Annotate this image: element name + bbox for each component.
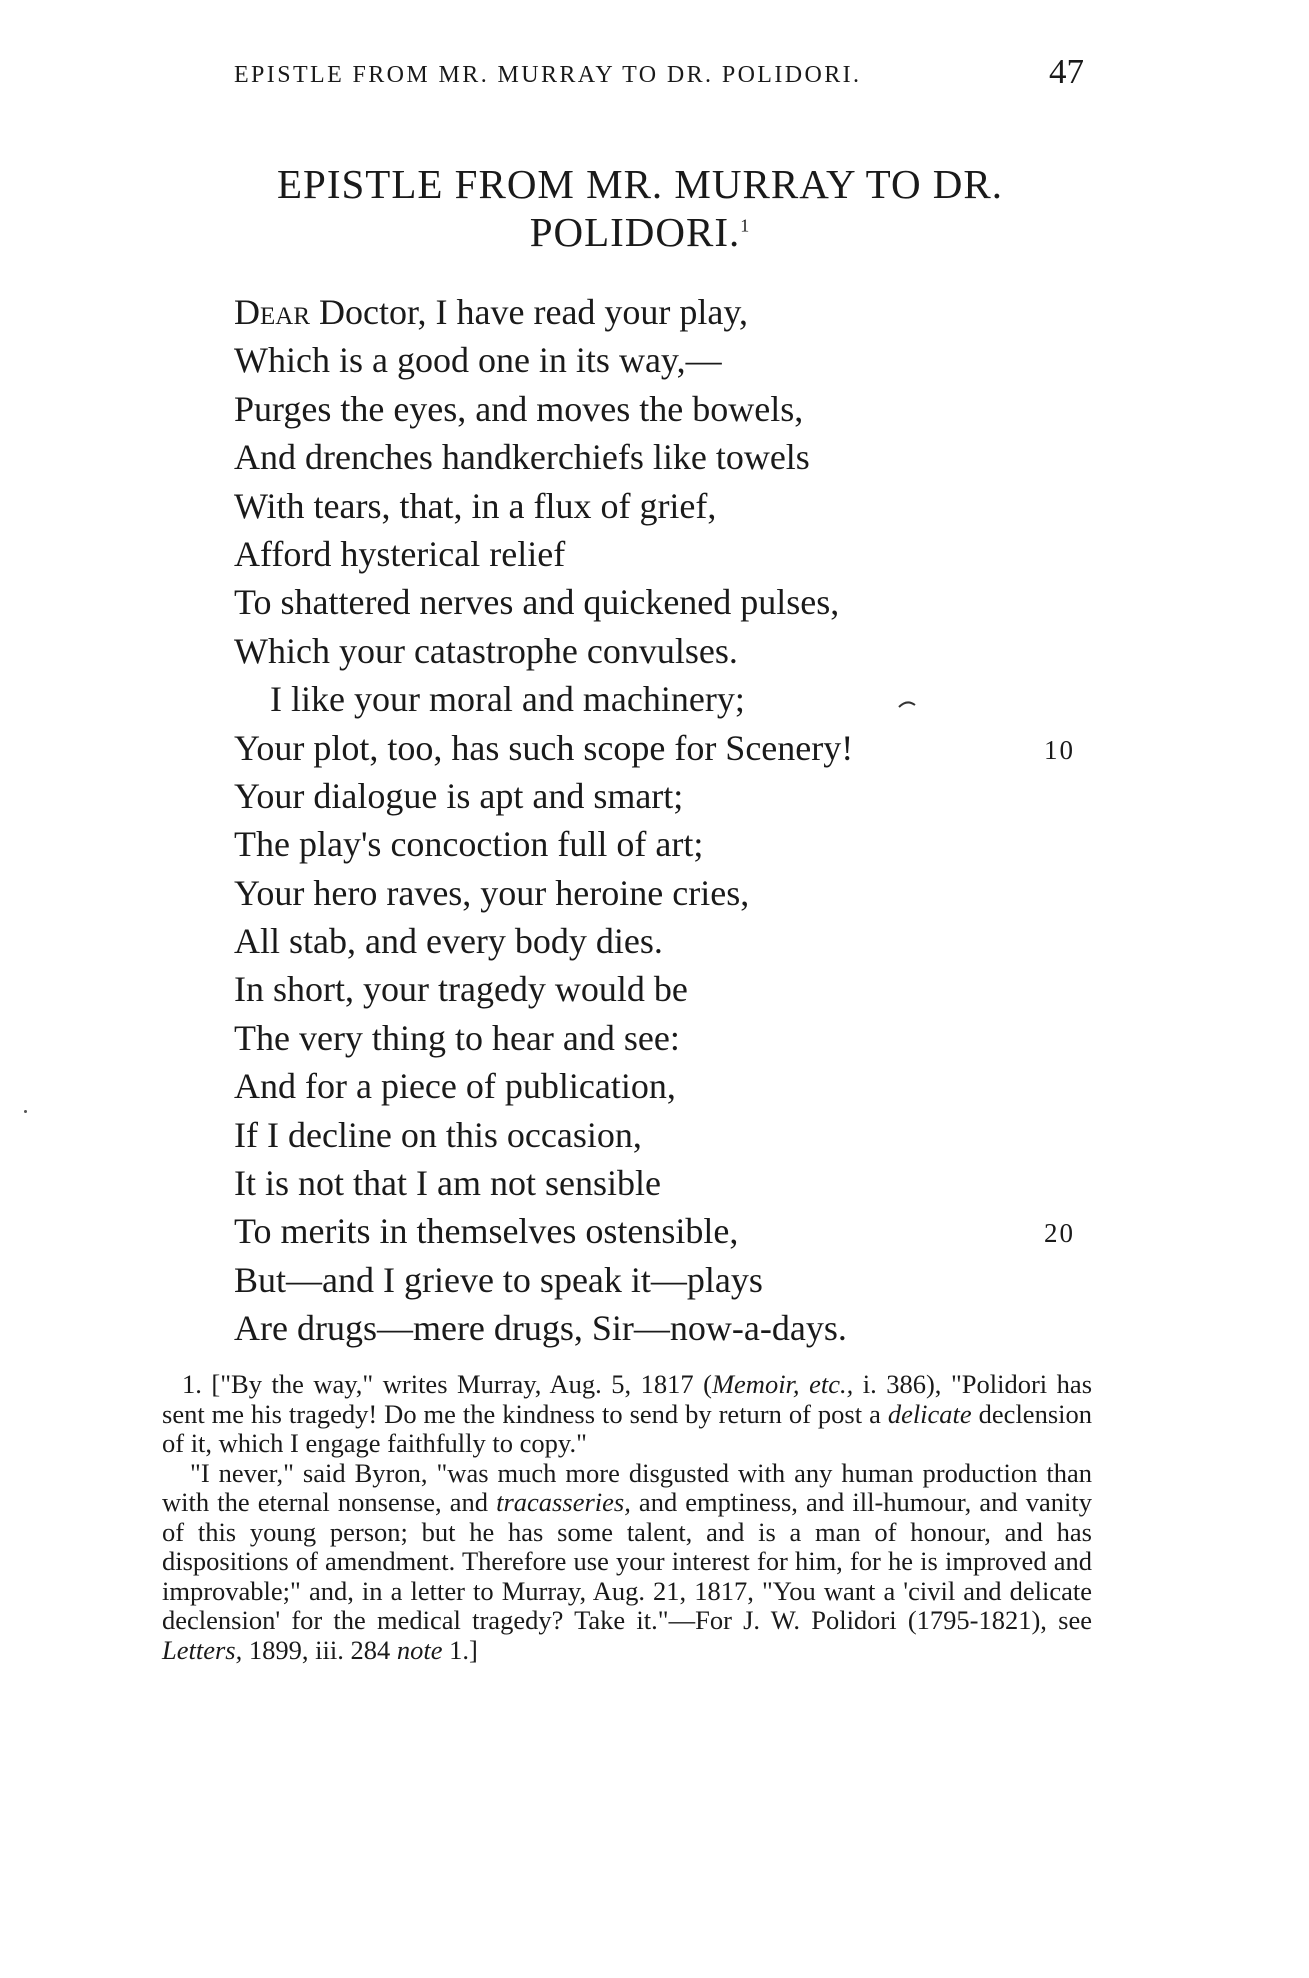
poem-first-word: Dear	[234, 292, 310, 332]
poem-title	[180, 160, 1100, 256]
poem-line: And drenches handkerchiefs like towels	[234, 437, 810, 478]
line-number-10: 10	[1044, 734, 1075, 765]
poem-line: All stab, and every body dies.	[234, 921, 663, 962]
poem-line: Afford hysterical relief	[234, 533, 566, 574]
poem-line: Your plot, too, has such scope for Scenery! 10	[234, 724, 1114, 772]
poem-line: Which is a good one in its way,—	[234, 340, 722, 381]
poem-line: I like your moral and machinery;	[270, 679, 745, 720]
poem-line: In short, your tragedy would be	[234, 969, 688, 1010]
title-line-2-text: POLIDORI.	[529, 209, 741, 255]
poem-line: If I decline on this occasion,	[234, 1114, 642, 1155]
poem-body	[234, 288, 1114, 1353]
poem-line: To merits in themselves ostensible, 20	[234, 1207, 1114, 1255]
footnote-paragraph-2: "I never," said Byron, "was much more disgusted with any human production than with the eternal nonsense, and tracasseries, and emptiness, and ill-humour, and vanity of this young person; but he has some talent, and is a man of honour, and has dispositions of amendment. Therefore use your interest for him, for he is improved and improvable;" and, in a letter to Murray, Aug. 21, 1817, "You want a 'civil and delicate declension' for the medical tragedy? Take it."—For J. W. Polidori (1795-1821), see Letters, 1899, iii. 284 note 1.]	[162, 1457, 1092, 1665]
poem-line: Your hero raves, your heroine cries,	[234, 872, 750, 913]
poem-line: Purges the eyes, and moves the bowels,	[234, 388, 804, 429]
poem-first-line-rest: Doctor, I have read your play,	[310, 292, 749, 332]
page-number: 47	[1049, 52, 1084, 91]
poem-line: Your dialogue is apt and smart;	[234, 775, 684, 816]
poem-line: With tears, that, in a flux of grief,	[234, 485, 717, 526]
poem-line: The very thing to hear and see:	[234, 1017, 680, 1058]
poem-line: To shattered nerves and quickened pulses,	[234, 582, 840, 623]
title-footnote-ref: 1	[740, 215, 751, 236]
printer-mark-icon	[897, 700, 917, 708]
poem-line-1	[234, 288, 1114, 336]
running-head: EPISTLE FROM MR. MURRAY TO DR. POLIDORI.	[234, 62, 862, 88]
footnote-paragraph-1: 1. ["By the way," writes Murray, Aug. 5, 1817 (Memoir, etc., i. 386), "Polidori has sent me his tragedy! Do me the kindness to send by return of post a delicate declension of it, which I engage faithfully to copy."	[162, 1369, 1093, 1458]
line-number-20: 20	[1044, 1218, 1075, 1249]
poem-line: But—and I grieve to speak it—plays	[234, 1259, 763, 1300]
ink-speck	[24, 1110, 27, 1113]
poem-line: It is not that I am not sensible	[234, 1163, 661, 1204]
footnote	[162, 1370, 1092, 1665]
poem-line: And for a piece of publication,	[234, 1066, 676, 1107]
title-line-1: EPISTLE FROM MR. MURRAY TO DR.	[276, 161, 1004, 207]
title-line-2	[180, 208, 1100, 256]
poem-line: Which your catastrophe convulses.	[234, 630, 738, 671]
poem-line: The play's concoction full of art;	[234, 824, 704, 865]
poem-line: Are drugs—mere drugs, Sir—now-a-days.	[234, 1308, 847, 1349]
